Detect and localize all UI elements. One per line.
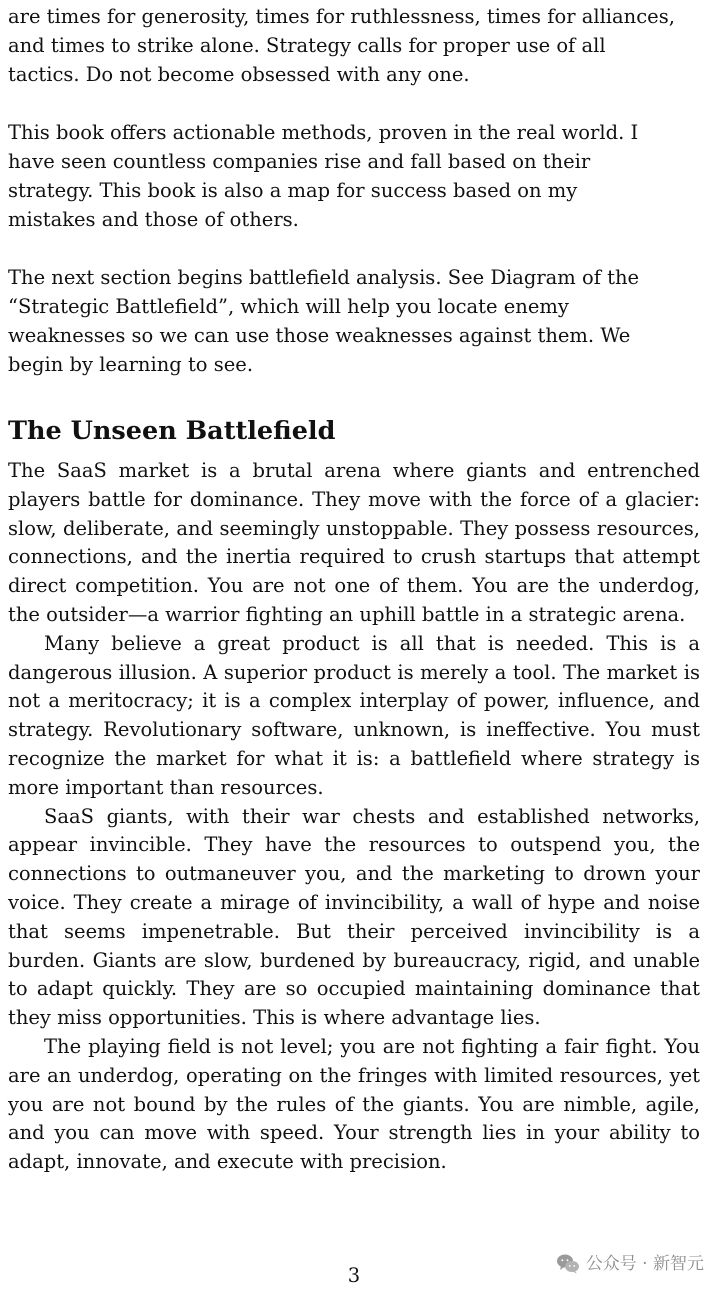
intro-paragraph-2: This book offers actionable methods, proven in the real world. I have seen countless companies rise and fall based on their strategy. This book is also a map for success based on my mistakes and those of others.: [8, 121, 639, 231]
watermark-text: 公众号 · 新智元: [585, 1254, 704, 1274]
section-heading: The Unseen Battlefield: [8, 416, 336, 446]
watermark: [556, 1252, 704, 1276]
intro-paragraph-1: are times for generosity, times for ruthlessness, times for alliances, and times to strike alone. Strategy calls for proper use of all tactics. Do not become obsessed with any one.: [8, 5, 675, 86]
page-content: [8, 2, 700, 1177]
page-number: 3: [347, 1264, 361, 1287]
wechat-icon: [556, 1253, 580, 1275]
intro-paragraph-3: The next section begins battlefield analysis. See Diagram of the “Strategic Battlefield”, which will help you locate enemy weaknesses so we can use those weaknesses against them. We begin by learning to see.: [8, 266, 640, 376]
section-paragraph-1: The SaaS market is a brutal arena where giants and entrenched players battle for dominance. They move with the force of a glacier: slow, deliberate, and seemingly unstoppable. They possess resources, connections, and the inertia required to crush startups that attempt direct competition. You are not one of them. You are the underdog, the outsider—a warrior fighting an uphill battle in a strategic arena.: [8, 459, 700, 626]
section-paragraph-4: The playing field is not level; you are not fighting a fair fight. You are an underdog, operating on the fringes with limited resources, yet you are not bound by the rules of the giants. You are nimble, agile, and you can move with speed. Your strength lies in your ability to adapt, innovate, and execute with precision.: [8, 1034, 700, 1174]
section-paragraph-3: SaaS giants, with their war chests and established networks, appear invincible. They have the resources to outspend you, the connections to outmaneuver you, and the marketing to drown your voice. They create a mirage of invincibility, a wall of hype and noise that seems impenetrable. But their perceived invincibility is a burden. Giants are slow, burdened by bureaucracy, rigid, and unable to adapt quickly. They are so occupied maintaining dominance that they miss opportunities. This is where advantage lies.: [8, 804, 700, 1030]
section-paragraph-2: Many believe a great product is all that is needed. This is a dangerous illusion. A superior product is merely a tool. The market is not a meritocracy; it is a complex interplay of power, influence, and strategy. Revolutionary software, unknown, is ineffective. You must recognize the market for what it is: a battlefield where strategy is more important than resources.: [8, 631, 700, 799]
